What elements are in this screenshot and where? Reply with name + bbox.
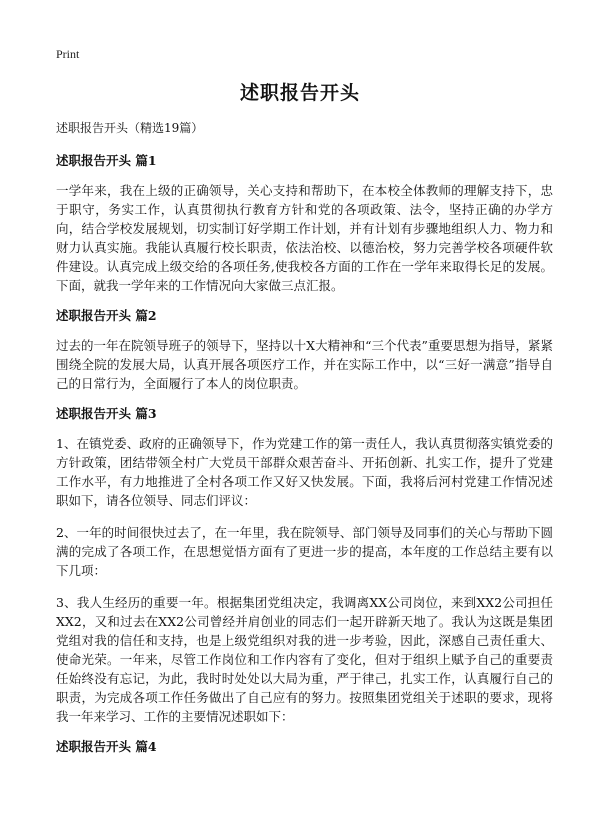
- print-link[interactable]: Print: [56, 47, 80, 61]
- section-paragraph: 1、在镇党委、政府的正确领导下，作为党建工作的第一责任人，我认真贯彻落实镇党委的方针政策，团结带领全村广大党员干部群众艰苦奋斗、开拓创新、扎实工作，提升了党建工作水平，有力地推进了全村各项工作又好又快发展。下面，我将后河村党建工作情况述职如下，请各位领导、同志们评议：: [56, 436, 553, 508]
- page-title: 述职报告开头: [239, 82, 360, 104]
- section-paragraph: 3、我人生经历的重要一年。根据集团党组决定，我调离XX公司岗位，来到XX2公司担任XX2，又和过去在XX2公司曾经并肩创业的同志们一起开辟新天地了。我认为这既是集团党组对我的信任和支持，也是上级党组织对我的进一步考验，因此，深感自己责任重大、使命光荣。一年来，尽管工作岗位和工作内容有了变化，但对于组织上赋予自己的重要责任始终没有忘记，为此，我时时处处以大局为重，严于律己，扎实工作，认真履行自己的职责，为完成各项工作任务做出了自己应有的努力。按照集团党组关于述职的要求，现将我一年来学习、工作的主要情况述职如下：: [56, 595, 553, 724]
- section-heading: 述职报告开头 篇2: [56, 308, 157, 323]
- section-heading: 述职报告开头 篇4: [56, 739, 157, 754]
- section-1: [56, 153, 553, 295]
- document-subtitle: 述职报告开头（精选19篇）: [56, 121, 204, 135]
- section-heading: 述职报告开头 篇1: [56, 153, 157, 168]
- section-heading: 述职报告开头 篇3: [56, 406, 157, 421]
- document-body: [56, 120, 553, 767]
- section-paragraph: 2、一年的时间很快过去了，在一年里，我在院领导、部门领导及同事们的关心与帮助下圆满的完成了各项工作，在思想觉悟方面有了更进一步的提高，本年度的工作总结主要有以下几项：: [56, 525, 553, 578]
- section-3: [56, 406, 553, 726]
- section-2: [56, 308, 553, 393]
- section-4: [56, 739, 553, 755]
- section-paragraph: 过去的一年在院领导班子的领导下，坚持以十X大精神和“三个代表”重要思想为指导，紧紧围绕全院的发展大局，认真开展各项医疗工作，并在实际工作中，以“三好一满意”指导自己的日常行为，全面履行了本人的岗位职责。: [56, 338, 553, 391]
- section-paragraph: 一学年来，我在上级的正确领导，关心支持和帮助下，在本校全体教师的理解支持下，忠于职守，务实工作，认真贯彻执行教育方针和党的各项政策、法令，坚持正确的办学方向，结合学校发展规划，切实制订好学期工作计划，并有计划有步骤地组织人力、物力和财力认真实施。我能认真履行校长职责，依法治校、以德治校，努力完善学校各项硬件软件建设。认真完成上级交给的各项任务,使我校各方面的工作在一学年来取得长足的发展。下面，就我一学年来的工作情况向大家做三点汇报。: [56, 183, 553, 293]
